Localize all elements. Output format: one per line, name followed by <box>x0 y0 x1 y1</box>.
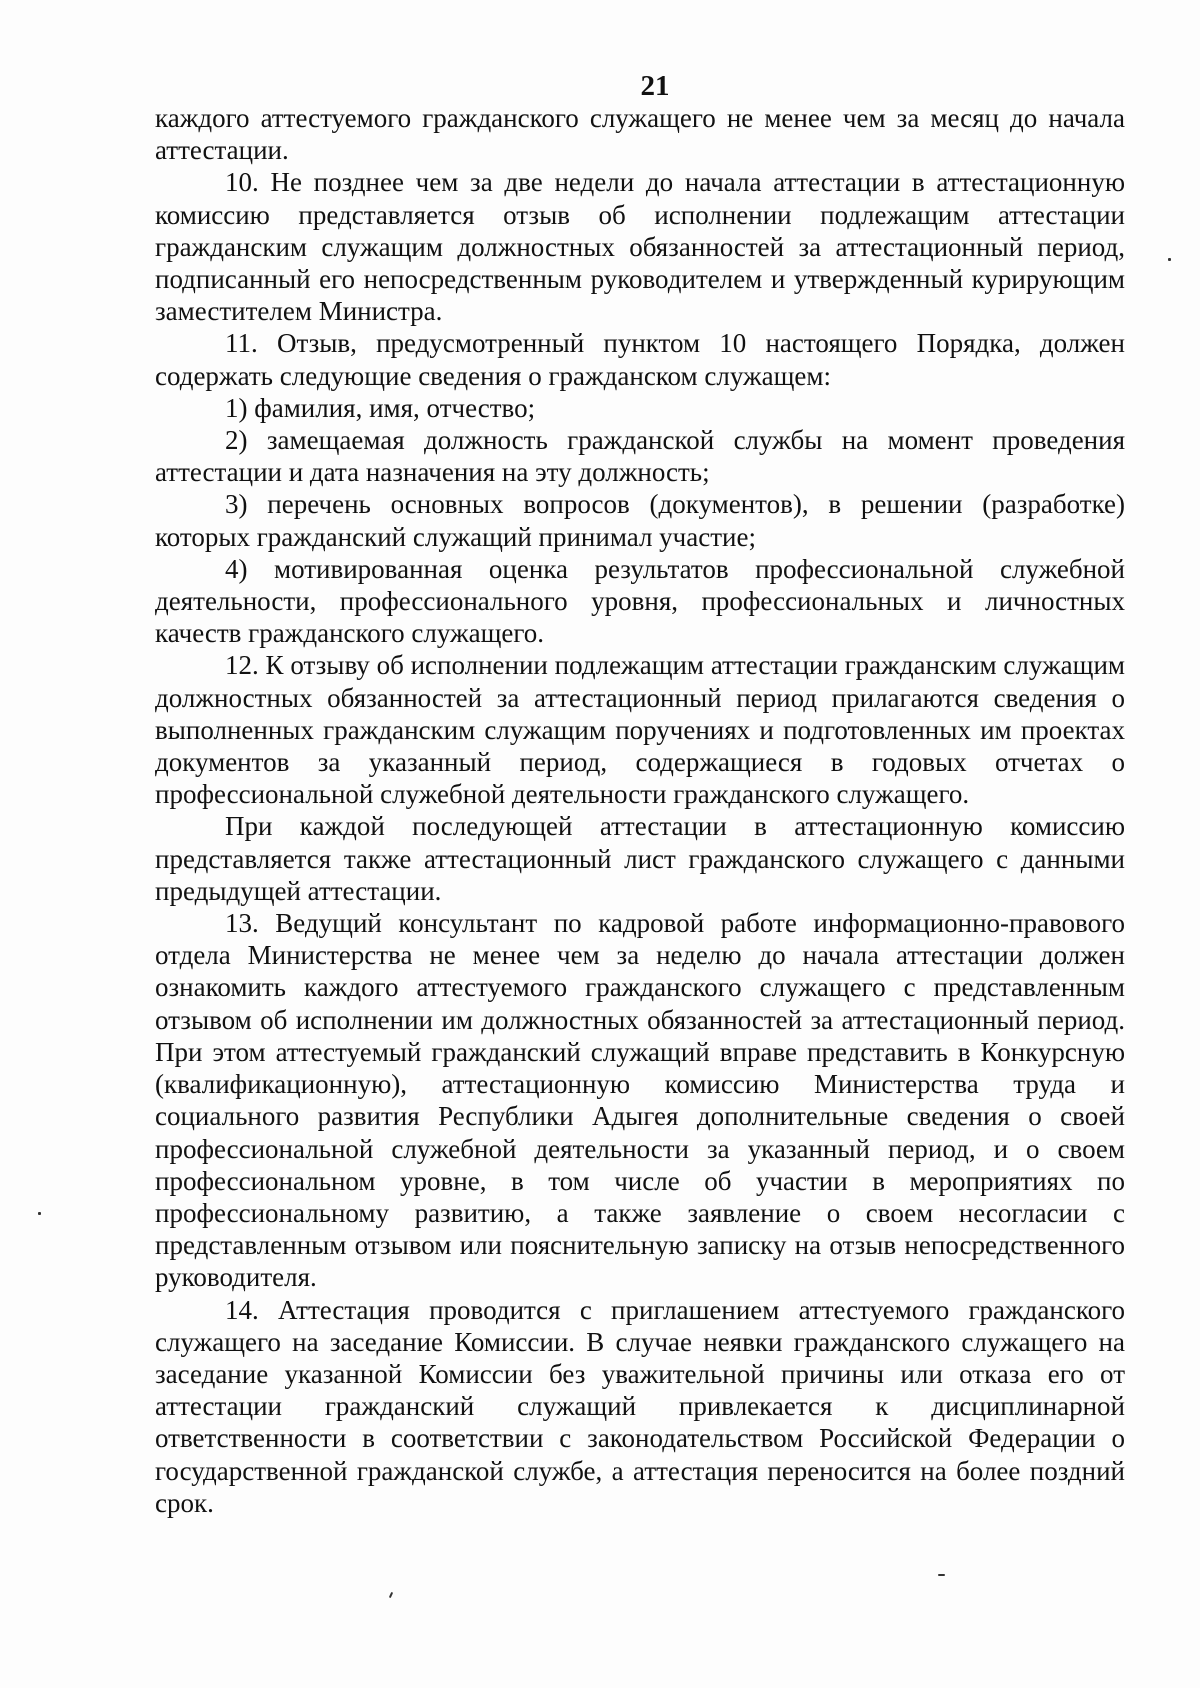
scan-speck <box>38 1212 41 1215</box>
paragraph-item-13: 13. Ведущий консультант по кадровой работе информационно-правового отдела Министерства не менее чем за неделю до начала аттестации должен ознакомить каждого аттестуемого гражданского служащего с представленным отзывом об исполнении им должностных обязанностей за аттестационный период. При этом аттестуемый гражданский служащий вправе представить в Конкурсную (квалификационную), аттестационную комиссию Министерства труда и социального развития Республики Адыгея дополнительные сведения о своей профессиональной служебной деятельности за указанный период, и о своем профессиональном уровне, в том числе об участии в мероприятиях по профессиональному развитию, а также заявление о своем несогласии с представленным отзывом или пояснительную записку на отзыв непосредственного руководителя. <box>155 908 1125 1293</box>
scan-speck <box>389 1592 393 1598</box>
page-number: 21 <box>640 70 670 102</box>
paragraph-item-12: 12. К отзыву об исполнении подлежащим аттестации гражданским служащим должностных обязанностей за аттестационный период прилагаются сведения о выполненных гражданским служащим поручениях и подготовленных им проектах документов за указанный период, содержащиеся в годовых отчетах о профессиональной служебной деятельности гражданского служащего. <box>155 650 1125 810</box>
paragraph-item-10: 10. Не позднее чем за две недели до начала аттестации в аттестационную комиссию представляется отзыв об исполнении подлежащим аттестации гражданским служащим должностных обязанностей за аттестационный период, подписанный его непосредственным руководителем и утвержденный курирующим заместителем Министра. <box>155 167 1125 327</box>
paragraph-subitem-2: 2) замещаемая должность гражданской службы на момент проведения аттестации и дата назначения на эту должность; <box>155 425 1125 488</box>
paragraph-item-11: 11. Отзыв, предусмотренный пунктом 10 настоящего Порядка, должен содержать следующие сведения о гражданском служащем: <box>155 328 1125 391</box>
paragraph-item-14: 14. Аттестация проводится с приглашением аттестуемого гражданского служащего на заседание Комиссии. В случае неявки гражданского служащего на заседание указанной Комиссии без уважительной причины или отказа его от аттестации гражданский служащий привлекается к дисциплинарной ответственности в соответствии с законодательством Российской Федерации о государственной гражданской службе, а аттестация переносится на более поздний срок. <box>155 1294 1125 1518</box>
paragraph-subitem-4: 4) мотивированная оценка результатов профессиональной служебной деятельности, профессионального уровня, профессиональных и личностных качеств гражданского служащего. <box>155 553 1125 649</box>
scan-speck <box>938 1574 945 1576</box>
scan-speck <box>1168 258 1171 261</box>
paragraph-subitem-3: 3) перечень основных вопросов (документов), в решении (разработке) которых гражданский служащий принимал участие; <box>155 489 1125 552</box>
paragraph-item-12-addendum: При каждой последующей аттестации в аттестационную комиссию представляется также аттестационный лист гражданского служащего с данными предыдущей аттестации. <box>155 811 1125 906</box>
paragraph-subitem-1: 1) фамилия, имя, отчество; <box>225 392 536 423</box>
document-body <box>155 102 1125 1519</box>
paragraph-continuation: каждого аттестуемого гражданского служащего не менее чем за месяц до начала аттестации. <box>155 103 1125 166</box>
